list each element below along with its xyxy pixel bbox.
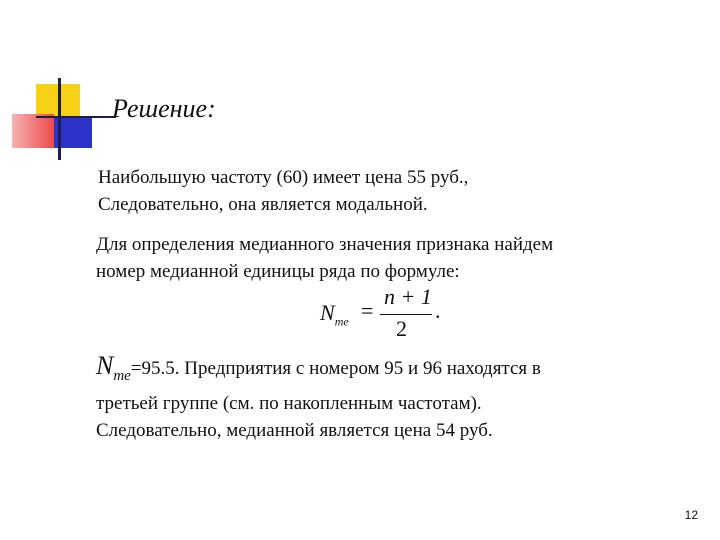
formula-lhs-subscript: me: [334, 314, 349, 329]
median-symbol: [96, 351, 131, 385]
paragraph-median-line-1: Для определения медианного значения признака найдем: [96, 234, 554, 255]
formula-numerator: n + 1: [384, 284, 432, 309]
paragraph-result-line-2: третьей группе (см. по накопленным частотам).: [96, 393, 482, 415]
paragraph-mode-line-2: Следовательно, она является модальной.: [98, 194, 428, 215]
formula-lhs-symbol: N: [320, 300, 335, 325]
formula-equals: =: [361, 298, 374, 323]
median-position-formula: [316, 284, 456, 344]
formula-denominator: 2: [396, 316, 407, 341]
formula-end-dot: .: [435, 298, 441, 323]
paragraph-median-result: [96, 352, 541, 444]
paragraph-mode-line-1: Наибольшую частоту (60) имеет цена 55 руб.,: [98, 167, 469, 188]
slide-title: Решение:: [112, 94, 216, 123]
logo-horizontal-line: [36, 116, 116, 118]
median-symbol-letter: N: [96, 351, 114, 380]
paragraph-result-line-1-text: =95.5. Предприятия с номером 95 и 96 находятся в: [130, 358, 541, 379]
paragraph-mode: [98, 164, 468, 218]
page-number: 12: [684, 508, 698, 522]
paragraph-result-line-1: [96, 352, 541, 390]
formula-lhs: [320, 300, 349, 329]
logo-vertical-line: [58, 78, 61, 160]
median-symbol-subscript: me: [113, 368, 131, 385]
paragraph-result-line-3: Следовательно, медианной является цена 54 руб.: [96, 420, 493, 442]
formula-fraction-bar: [380, 314, 432, 315]
corner-logo-graphic: [0, 0, 120, 170]
paragraph-median-line-2: номер медианной единицы ряда по формуле:: [96, 261, 460, 282]
paragraph-median-intro: [96, 231, 553, 285]
logo-red-square: [12, 114, 54, 148]
